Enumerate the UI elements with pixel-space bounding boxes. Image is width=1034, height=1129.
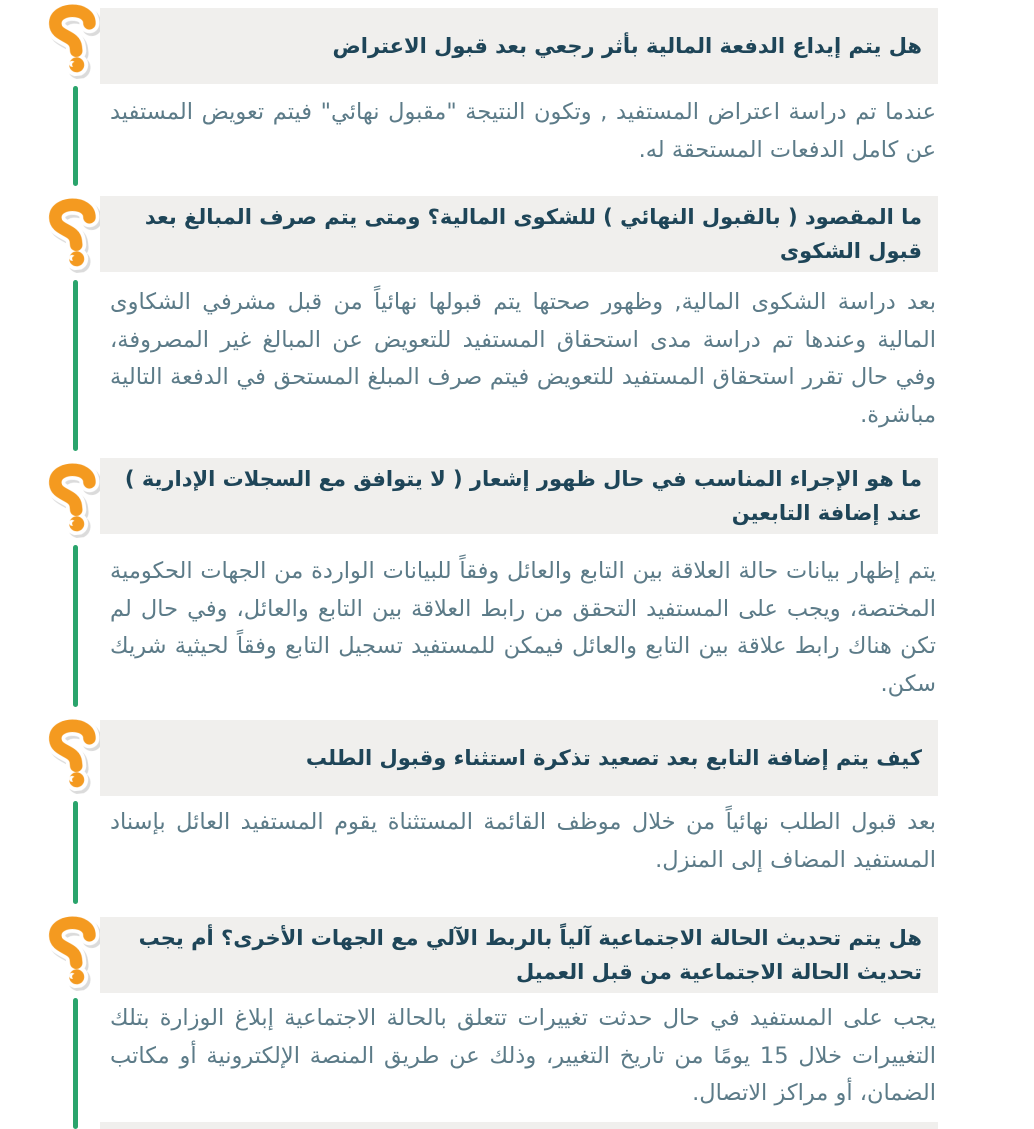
question-header [100, 917, 938, 993]
timeline-segment [73, 801, 78, 904]
question-text: كيف يتم إضافة التابع بعد تصعيد تذكرة استثناء وقبول الطلب [305, 746, 922, 770]
question-text: هل يتم تحديث الحالة الاجتماعية آلياً بالربط الآلي مع الجهات الأخرى؟ أم يجب تحديث الحالة الاجتماعية من قبل العميل [138, 926, 922, 984]
question-header [100, 720, 938, 796]
question-text: ما المقصود ( بالقبول النهائي ) للشكوى المالية؟ ومتى يتم صرف المبالغ بعد قبول الشكوى [144, 205, 922, 263]
timeline-segment [73, 998, 78, 1129]
answer-text: بعد دراسة الشكوى المالية, وظهور صحتها يتم قبولها نهائياً من قبل مشرفي الشكاوى المالية وعندها تم دراسة مدى استحقاق المستفيد للتعويض عن المبالغ غير المصروفة، وفي حال تقرر استحقاق المستفيد للتعويض فيتم صرف المبلغ المستحق في الدفعة التالية مباشرة. [110, 289, 936, 428]
question-header [100, 458, 938, 534]
timeline-segment [73, 86, 78, 186]
answer-text: يتم إظهار بيانات حالة العلاقة بين التابع والعائل وفقاً للبيانات الواردة من الجهات الحكومية المختصة، ويجب على المستفيد التحقق من رابط العلاقة بين التابع والعائل، وفي حال لم تكن هناك رابط علاقة بين التابع والعائل فيمكن للمستفيد تسجيل التابع وفقاً لحيثية شريك سكن. [110, 558, 936, 697]
next-question-header-partial [100, 1122, 938, 1129]
question-header [100, 196, 938, 272]
answer-text: بعد قبول الطلب نهائياً من خلال موظف القائمة المستثناة يقوم المستفيد العائل بإسناد المستفيد المضاف إلى المنزل. [110, 809, 936, 873]
question-text: هل يتم إيداع الدفعة المالية بأثر رجعي بعد قبول الاعتراض [332, 34, 922, 58]
question-text: ما هو الإجراء المناسب في حال ظهور إشعار ( لا يتوافق مع السجلات الإدارية ) عند إضافة التابعين [124, 467, 922, 525]
timeline-segment [73, 545, 78, 707]
timeline-segment [73, 280, 78, 451]
answer-text: يجب على المستفيد في حال حدثت تغييرات تتعلق بالحالة الاجتماعية إبلاغ الوزارة بتلك التغييرات خلال 15 يومًا من تاريخ التغيير، وذلك عن طريق المنصة الإلكترونية أو مكاتب الضمان، أو مراكز الاتصال. [110, 1005, 936, 1106]
answer-text: عندما تم دراسة اعتراض المستفيد , وتكون النتيجة "مقبول نهائي" فيتم تعويض المستفيد عن كامل الدفعات المستحقة له. [110, 99, 936, 163]
question-header [100, 8, 938, 84]
